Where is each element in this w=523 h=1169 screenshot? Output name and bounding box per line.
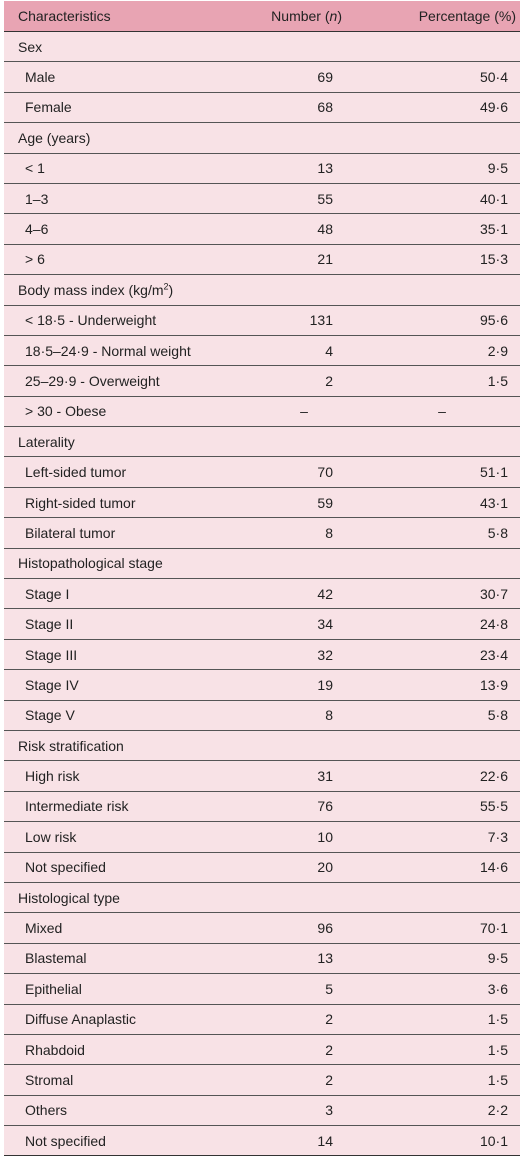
section-title xyxy=(4,275,520,305)
table-row xyxy=(4,335,520,365)
table-row xyxy=(4,1034,520,1064)
row-number: 8 xyxy=(244,518,364,548)
row-number: 3 xyxy=(244,1095,364,1125)
row-label: 18·5–24·9 - Normal weight xyxy=(4,335,244,365)
row-percentage: – xyxy=(364,396,520,426)
section-title xyxy=(4,548,520,578)
row-percentage: 3·6 xyxy=(364,974,520,1004)
row-number: 96 xyxy=(244,913,364,943)
row-percentage: 51·1 xyxy=(364,457,520,487)
table-row xyxy=(4,244,520,274)
row-number: 10 xyxy=(244,822,364,852)
section-title xyxy=(4,730,520,760)
row-percentage: 22·6 xyxy=(364,761,520,791)
table-body xyxy=(4,32,520,1156)
row-percentage: 10·1 xyxy=(364,1126,520,1156)
section-header-row xyxy=(4,123,520,153)
row-percentage: 49·6 xyxy=(364,92,520,122)
section-title-text: Risk stratification xyxy=(18,737,124,754)
row-percentage: 9·5 xyxy=(364,943,520,973)
row-percentage: 50·4 xyxy=(364,62,520,92)
table-row xyxy=(4,700,520,730)
section-header-row xyxy=(4,32,520,62)
row-percentage: 1·5 xyxy=(364,1004,520,1034)
section-title-text: Histopathological stage xyxy=(18,555,163,572)
table-row xyxy=(4,761,520,791)
table-row xyxy=(4,183,520,213)
row-label: Stage III xyxy=(4,639,244,669)
row-number: 55 xyxy=(244,183,364,213)
table-row xyxy=(4,62,520,92)
row-label: > 6 xyxy=(4,244,244,274)
row-number: 69 xyxy=(244,62,364,92)
row-number: 5 xyxy=(244,974,364,1004)
row-number: 4 xyxy=(244,335,364,365)
row-number: 14 xyxy=(244,1126,364,1156)
header-row xyxy=(4,1,520,32)
row-label: Diffuse Anaplastic xyxy=(4,1004,244,1034)
table-row xyxy=(4,305,520,335)
row-percentage: 1·5 xyxy=(364,1065,520,1095)
section-title-superscript: 2 xyxy=(163,281,169,292)
row-label: Stromal xyxy=(4,1065,244,1095)
table-row xyxy=(4,670,520,700)
table-row xyxy=(4,913,520,943)
row-percentage: 95·6 xyxy=(364,305,520,335)
row-label: Stage IV xyxy=(4,670,244,700)
table-row xyxy=(4,943,520,973)
row-percentage: 40·1 xyxy=(364,183,520,213)
section-title-end: ) xyxy=(168,281,174,298)
section-title xyxy=(4,427,520,457)
row-label: Others xyxy=(4,1095,244,1125)
section-header-row xyxy=(4,882,520,912)
row-number: 70 xyxy=(244,457,364,487)
row-number: 2 xyxy=(244,1034,364,1064)
section-title xyxy=(4,882,520,912)
row-number: 2 xyxy=(244,1065,364,1095)
table-row xyxy=(4,822,520,852)
table-row xyxy=(4,487,520,517)
row-label: Blastemal xyxy=(4,943,244,973)
section-header-row xyxy=(4,548,520,578)
table-row xyxy=(4,396,520,426)
section-title xyxy=(4,123,520,153)
section-title-text: Laterality xyxy=(18,433,75,450)
row-number: 68 xyxy=(244,92,364,122)
header-number-var: n xyxy=(329,8,338,24)
row-label: 4–6 xyxy=(4,214,244,244)
row-percentage: 7·3 xyxy=(364,822,520,852)
table-row xyxy=(4,1065,520,1095)
table-row xyxy=(4,1004,520,1034)
row-label: Intermediate risk xyxy=(4,791,244,821)
row-label: Not specified xyxy=(4,852,244,882)
table-row xyxy=(4,214,520,244)
row-number: 20 xyxy=(244,852,364,882)
table-row xyxy=(4,457,520,487)
row-percentage: 43·1 xyxy=(364,487,520,517)
row-label: < 18·5 - Underweight xyxy=(4,305,244,335)
header-characteristics: Characteristics xyxy=(4,1,244,32)
table-row xyxy=(4,1095,520,1125)
characteristics-table-container xyxy=(4,1,520,1156)
table-row xyxy=(4,1126,520,1156)
row-percentage: 13·9 xyxy=(364,670,520,700)
row-label: Stage I xyxy=(4,579,244,609)
section-title-text: Age (years) xyxy=(18,129,91,146)
table-row xyxy=(4,366,520,396)
row-label: > 30 - Obese xyxy=(4,396,244,426)
table-row xyxy=(4,518,520,548)
table-row xyxy=(4,92,520,122)
row-label: Left-sided tumor xyxy=(4,457,244,487)
row-number: 32 xyxy=(244,639,364,669)
row-number: 31 xyxy=(244,761,364,791)
characteristics-table xyxy=(4,1,520,1156)
table-row xyxy=(4,639,520,669)
table-row xyxy=(4,153,520,183)
row-label: Epithelial xyxy=(4,974,244,1004)
row-number: 76 xyxy=(244,791,364,821)
row-percentage: 24·8 xyxy=(364,609,520,639)
row-percentage: 15·3 xyxy=(364,244,520,274)
header-number-close: ) xyxy=(337,8,342,24)
row-number: 13 xyxy=(244,943,364,973)
row-percentage: 1·5 xyxy=(364,366,520,396)
row-percentage: 55·5 xyxy=(364,791,520,821)
row-label: Mixed xyxy=(4,913,244,943)
row-percentage: 2·9 xyxy=(364,335,520,365)
row-label: < 1 xyxy=(4,153,244,183)
row-percentage: 1·5 xyxy=(364,1034,520,1064)
header-number xyxy=(244,1,364,32)
row-number: 13 xyxy=(244,153,364,183)
table-row xyxy=(4,579,520,609)
row-number: – xyxy=(244,396,364,426)
row-number: 19 xyxy=(244,670,364,700)
table-row xyxy=(4,791,520,821)
row-label: Bilateral tumor xyxy=(4,518,244,548)
header-number-label: Number ( xyxy=(271,8,330,24)
section-title-text: Sex xyxy=(18,38,43,55)
section-title xyxy=(4,32,520,62)
row-label: Male xyxy=(4,62,244,92)
section-header-row xyxy=(4,275,520,305)
row-label: 1–3 xyxy=(4,183,244,213)
header-percentage: Percentage (%) xyxy=(364,1,520,32)
table-row xyxy=(4,852,520,882)
row-percentage: 23·4 xyxy=(364,639,520,669)
row-label: 25–29·9 - Overweight xyxy=(4,366,244,396)
section-title-text: Body mass index (kg/m xyxy=(18,281,164,298)
table-row xyxy=(4,974,520,1004)
row-number: 131 xyxy=(244,305,364,335)
row-label: High risk xyxy=(4,761,244,791)
row-number: 48 xyxy=(244,214,364,244)
row-label: Stage II xyxy=(4,609,244,639)
section-title-text: Histological type xyxy=(18,889,120,906)
row-number: 8 xyxy=(244,700,364,730)
row-percentage: 5·8 xyxy=(364,700,520,730)
table-row xyxy=(4,609,520,639)
row-label: Not specified xyxy=(4,1126,244,1156)
row-percentage: 5·8 xyxy=(364,518,520,548)
row-number: 34 xyxy=(244,609,364,639)
row-number: 42 xyxy=(244,579,364,609)
row-number: 2 xyxy=(244,366,364,396)
section-header-row xyxy=(4,427,520,457)
row-percentage: 30·7 xyxy=(364,579,520,609)
row-percentage: 35·1 xyxy=(364,214,520,244)
row-percentage: 9·5 xyxy=(364,153,520,183)
row-label: Female xyxy=(4,92,244,122)
table-header xyxy=(4,1,520,32)
row-number: 21 xyxy=(244,244,364,274)
row-label: Right-sided tumor xyxy=(4,487,244,517)
row-label: Rhabdoid xyxy=(4,1034,244,1064)
row-percentage: 70·1 xyxy=(364,913,520,943)
row-percentage: 2·2 xyxy=(364,1095,520,1125)
row-label: Low risk xyxy=(4,822,244,852)
row-number: 59 xyxy=(244,487,364,517)
row-percentage: 14·6 xyxy=(364,852,520,882)
section-header-row xyxy=(4,730,520,760)
row-number: 2 xyxy=(244,1004,364,1034)
row-label: Stage V xyxy=(4,700,244,730)
